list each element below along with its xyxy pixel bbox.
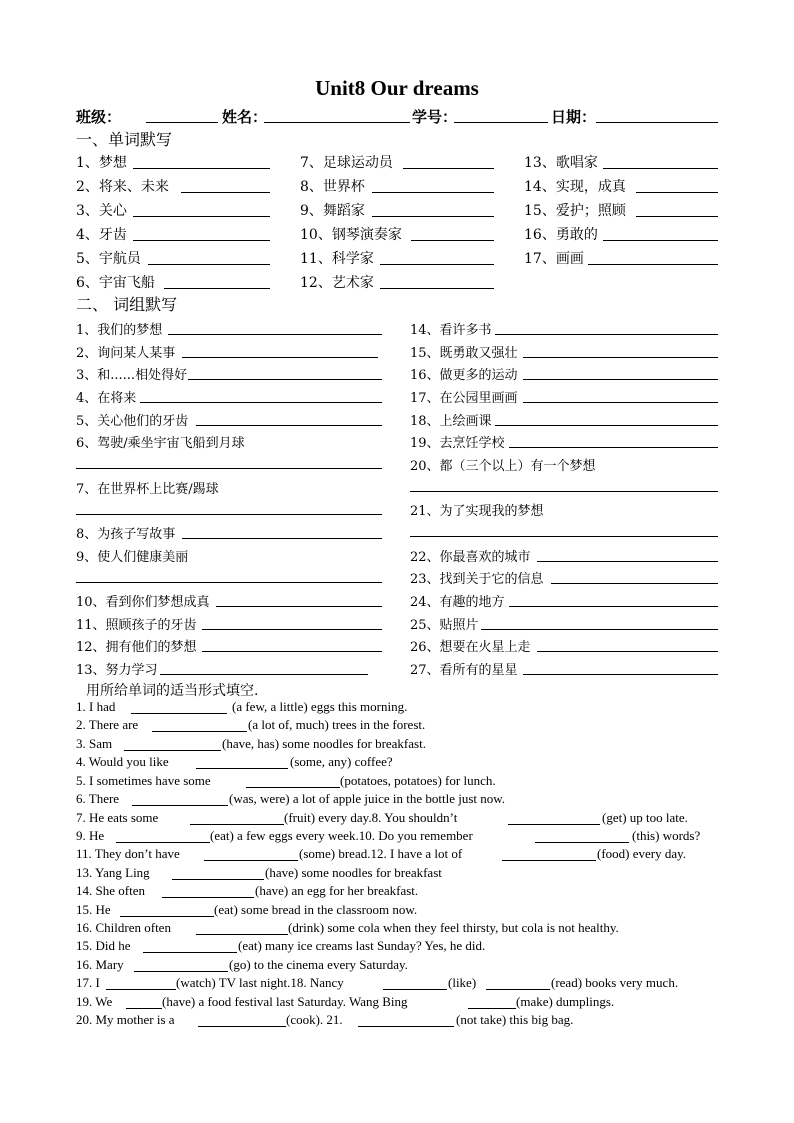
answer-blank[interactable] bbox=[76, 468, 382, 469]
sentence-part: (have) an egg for her breakfast. bbox=[255, 883, 419, 898]
phrase-item: 20、都（三个以上）有一个梦想 bbox=[410, 459, 596, 474]
sentence-part: 15. He bbox=[76, 902, 111, 917]
answer-blank[interactable] bbox=[502, 860, 596, 861]
word-item: 7、足球运动员 bbox=[300, 155, 393, 171]
word-item: 9、舞蹈家 bbox=[300, 203, 365, 219]
word-item: 16、勇敢的 bbox=[524, 227, 598, 243]
answer-blank[interactable] bbox=[204, 860, 298, 861]
word-item: 3、关心 bbox=[76, 203, 127, 219]
word-item: 14、实现，成真 bbox=[524, 179, 626, 195]
section2-heading: 二、 词组默写 bbox=[76, 295, 178, 314]
answer-blank[interactable] bbox=[148, 264, 270, 265]
sentence-part: (watch) TV last night.18. Nancy bbox=[176, 975, 344, 990]
answer-blank[interactable] bbox=[468, 1008, 516, 1009]
answer-blank[interactable] bbox=[380, 288, 494, 289]
sentence-part: (cook). 21. bbox=[286, 1012, 343, 1027]
answer-blank[interactable] bbox=[523, 379, 718, 380]
word-item: 10、钢琴演奏家 bbox=[300, 227, 402, 243]
phrase-item: 10、看到你们梦想成真 bbox=[76, 595, 210, 610]
sentence-part: (have) some noodles for breakfast bbox=[265, 865, 442, 880]
sentence-part: (eat) a few eggs every week.10. Do you remember bbox=[210, 828, 473, 843]
answer-blank[interactable] bbox=[181, 192, 270, 193]
page-title: Unit8 Our dreams bbox=[315, 76, 479, 100]
sentence-part: 1. I had bbox=[76, 699, 116, 714]
answer-blank[interactable] bbox=[76, 514, 382, 515]
answer-blank[interactable] bbox=[120, 916, 214, 917]
phrase-item: 1、我们的梦想 bbox=[76, 323, 163, 338]
answer-blank[interactable] bbox=[523, 357, 718, 358]
answer-blank[interactable] bbox=[140, 402, 382, 403]
phrase-item: 13、努力学习 bbox=[76, 663, 158, 678]
phrase-item: 16、做更多的运动 bbox=[410, 368, 518, 383]
phrase-item: 3、和......相处得好 bbox=[76, 368, 188, 383]
sentence-part: (some) bread.12. I have a lot of bbox=[299, 846, 463, 861]
answer-blank[interactable] bbox=[190, 824, 284, 825]
answer-blank[interactable] bbox=[411, 240, 494, 241]
answer-blank[interactable] bbox=[143, 952, 237, 953]
sentence-part: 5. I sometimes have some bbox=[76, 773, 211, 788]
answer-blank[interactable] bbox=[509, 447, 718, 448]
sentence-part: (drink) some cola when they feel thirsty, but cola is not healthy. bbox=[288, 920, 619, 935]
answer-blank[interactable] bbox=[481, 629, 718, 630]
sentence-part: 16. Mary bbox=[76, 957, 124, 972]
sentence-part: 4. Would you like bbox=[76, 754, 169, 769]
phrase-item: 18、上绘画课 bbox=[410, 414, 492, 429]
answer-blank[interactable] bbox=[152, 731, 247, 732]
answer-blank[interactable] bbox=[523, 402, 718, 403]
answer-blank[interactable] bbox=[164, 288, 270, 289]
class-field[interactable] bbox=[146, 122, 218, 123]
answer-blank[interactable] bbox=[196, 768, 288, 769]
class-label: 班级： bbox=[76, 108, 122, 126]
phrase-item: 2、询问某人某事 bbox=[76, 346, 176, 361]
name-field[interactable] bbox=[264, 122, 410, 123]
id-field[interactable] bbox=[454, 122, 548, 123]
sentence-part: (have) a food festival last Saturday. Wang Bing bbox=[162, 994, 408, 1009]
answer-blank[interactable] bbox=[410, 491, 718, 492]
phrase-item: 22、你最喜欢的城市 bbox=[410, 550, 531, 565]
phrase-item: 4、在将来 bbox=[76, 391, 137, 406]
phrase-item: 26、想要在火星上走 bbox=[410, 640, 531, 655]
sentence-part: (read) books very much. bbox=[551, 975, 679, 990]
answer-blank[interactable] bbox=[198, 1026, 286, 1027]
answer-blank[interactable] bbox=[202, 651, 382, 652]
answer-blank[interactable] bbox=[495, 334, 718, 335]
phrase-item: 8、为孩子写故事 bbox=[76, 527, 176, 542]
answer-blank[interactable] bbox=[134, 971, 228, 972]
answer-blank[interactable] bbox=[172, 879, 264, 880]
answer-blank[interactable] bbox=[196, 934, 288, 935]
answer-blank[interactable] bbox=[202, 629, 382, 630]
answer-blank[interactable] bbox=[133, 240, 270, 241]
word-item: 11、科学家 bbox=[300, 251, 374, 267]
answer-blank[interactable] bbox=[403, 168, 494, 169]
phrase-item: 23、找到关于它的信息 bbox=[410, 572, 544, 587]
phrase-item: 17、在公园里画画 bbox=[410, 391, 518, 406]
phrase-item: 6、驾驶/乘坐宇宙飞船到月球 bbox=[76, 436, 245, 451]
answer-blank[interactable] bbox=[133, 216, 270, 217]
sentence-part: (this) words? bbox=[632, 828, 701, 843]
sentence-part: (make) dumplings. bbox=[516, 994, 615, 1009]
answer-blank[interactable] bbox=[509, 606, 718, 607]
word-item: 2、将来、未来 bbox=[76, 179, 169, 195]
phrase-item: 11、照顾孩子的牙齿 bbox=[76, 618, 197, 633]
answer-blank[interactable] bbox=[126, 1008, 162, 1009]
answer-blank[interactable] bbox=[358, 1026, 454, 1027]
date-label: 日期： bbox=[551, 108, 597, 126]
phrase-item: 5、关心他们的牙齿 bbox=[76, 414, 189, 429]
phrase-item: 25、贴照片 bbox=[410, 618, 479, 633]
sentence-part: 19. We bbox=[76, 994, 113, 1009]
section3-heading: 用所给单词的适当形式填空. bbox=[86, 683, 259, 699]
phrase-item: 19、去烹饪学校 bbox=[410, 436, 505, 451]
answer-blank[interactable] bbox=[603, 168, 718, 169]
answer-blank[interactable] bbox=[133, 168, 270, 169]
phrase-item: 9、使人们健康美丽 bbox=[76, 550, 189, 565]
answer-blank[interactable] bbox=[380, 264, 494, 265]
answer-blank[interactable] bbox=[106, 989, 176, 990]
sentence-part: 6. There bbox=[76, 791, 120, 806]
answer-blank[interactable] bbox=[636, 216, 718, 217]
answer-blank[interactable] bbox=[162, 897, 254, 898]
answer-blank[interactable] bbox=[124, 750, 221, 751]
sentence-part: (a lot of, much) trees in the forest. bbox=[248, 717, 426, 732]
phrase-item: 14、看许多书 bbox=[410, 323, 492, 338]
phrase-item: 12、拥有他们的梦想 bbox=[76, 640, 197, 655]
answer-blank[interactable] bbox=[537, 561, 718, 562]
sentence-part: 16. Children often bbox=[76, 920, 171, 935]
word-item: 17、画画 bbox=[524, 251, 584, 267]
answer-blank[interactable] bbox=[588, 264, 718, 265]
word-item: 5、宇航员 bbox=[76, 251, 141, 267]
answer-blank[interactable] bbox=[603, 240, 718, 241]
answer-blank[interactable] bbox=[188, 379, 382, 380]
sentence-part: 3. Sam bbox=[76, 736, 113, 751]
answer-blank[interactable] bbox=[182, 357, 378, 358]
word-item: 6、宇宙飞船 bbox=[76, 275, 155, 291]
sentence-part: 2. There are bbox=[76, 717, 139, 732]
name-label: 姓名： bbox=[222, 108, 268, 126]
answer-blank[interactable] bbox=[132, 805, 228, 806]
answer-blank[interactable] bbox=[410, 536, 718, 537]
phrase-item: 21、为了实现我的梦想 bbox=[410, 504, 544, 519]
answer-blank[interactable] bbox=[486, 989, 550, 990]
answer-blank[interactable] bbox=[495, 425, 718, 426]
answer-blank[interactable] bbox=[636, 192, 718, 193]
sentence-part: (fruit) every day.8. You shouldn’t bbox=[284, 810, 458, 825]
answer-blank[interactable] bbox=[168, 334, 382, 335]
answer-blank[interactable] bbox=[551, 583, 718, 584]
sentence-part: (have, has) some noodles for breakfast. bbox=[222, 736, 426, 751]
date-field[interactable] bbox=[596, 122, 718, 123]
section1-heading: 一、单词默写 bbox=[76, 130, 173, 149]
answer-blank[interactable] bbox=[523, 674, 718, 675]
answer-blank[interactable] bbox=[216, 606, 382, 607]
answer-blank[interactable] bbox=[196, 425, 382, 426]
word-item: 8、世界杯 bbox=[300, 179, 365, 195]
sentence-part: (some, any) coffee? bbox=[290, 754, 393, 769]
phrase-item: 27、看所有的星星 bbox=[410, 663, 518, 678]
answer-blank[interactable] bbox=[76, 582, 382, 583]
sentence-part: (not take) this big bag. bbox=[456, 1012, 574, 1027]
answer-blank[interactable] bbox=[182, 538, 382, 539]
sentence-part: (like) bbox=[448, 975, 477, 990]
answer-blank[interactable] bbox=[383, 989, 447, 990]
answer-blank[interactable] bbox=[535, 842, 629, 843]
id-label: 学号： bbox=[412, 108, 458, 126]
sentence-part: 11. They don’t have bbox=[76, 846, 180, 861]
answer-blank[interactable] bbox=[372, 216, 494, 217]
sentence-part: 17. I bbox=[76, 975, 100, 990]
word-item: 4、牙齿 bbox=[76, 227, 127, 243]
answer-blank[interactable] bbox=[160, 674, 368, 675]
sentence-part: 15. Did he bbox=[76, 938, 131, 953]
sentence-part: (potatoes, potatoes) for lunch. bbox=[340, 773, 496, 788]
sentence-part: (go) to the cinema every Saturday. bbox=[229, 957, 408, 972]
sentence-part: (eat) many ice creams last Sunday? Yes, he did. bbox=[238, 938, 486, 953]
word-item: 12、艺术家 bbox=[300, 275, 374, 291]
word-item: 15、爱护；照顾 bbox=[524, 203, 626, 219]
sentence-part: (was, were) a lot of apple juice in the bottle just now. bbox=[229, 791, 506, 806]
sentence-part: (get) up too late. bbox=[602, 810, 688, 825]
sentence-part: (food) every day. bbox=[597, 846, 687, 861]
answer-blank[interactable] bbox=[508, 824, 600, 825]
word-item: 13、歌唱家 bbox=[524, 155, 598, 171]
sentence-part: 13. Yang Ling bbox=[76, 865, 150, 880]
word-item: 1、梦想 bbox=[76, 155, 127, 171]
answer-blank[interactable] bbox=[246, 787, 340, 788]
sentence-part: 7. He eats some bbox=[76, 810, 159, 825]
sentence-part: 14. She often bbox=[76, 883, 145, 898]
answer-blank[interactable] bbox=[372, 192, 494, 193]
sentence-part: 9. He bbox=[76, 828, 105, 843]
answer-blank[interactable] bbox=[537, 651, 718, 652]
sentence-part: (eat) some bread in the classroom now. bbox=[214, 902, 418, 917]
sentence-part: (a few, a little) eggs this morning. bbox=[232, 699, 408, 714]
answer-blank[interactable] bbox=[131, 713, 227, 714]
sentence-part: 20. My mother is a bbox=[76, 1012, 175, 1027]
phrase-item: 7、在世界杯上比赛/踢球 bbox=[76, 482, 219, 497]
phrase-item: 15、既勇敢又强壮 bbox=[410, 346, 518, 361]
answer-blank[interactable] bbox=[116, 842, 210, 843]
phrase-item: 24、有趣的地方 bbox=[410, 595, 505, 610]
